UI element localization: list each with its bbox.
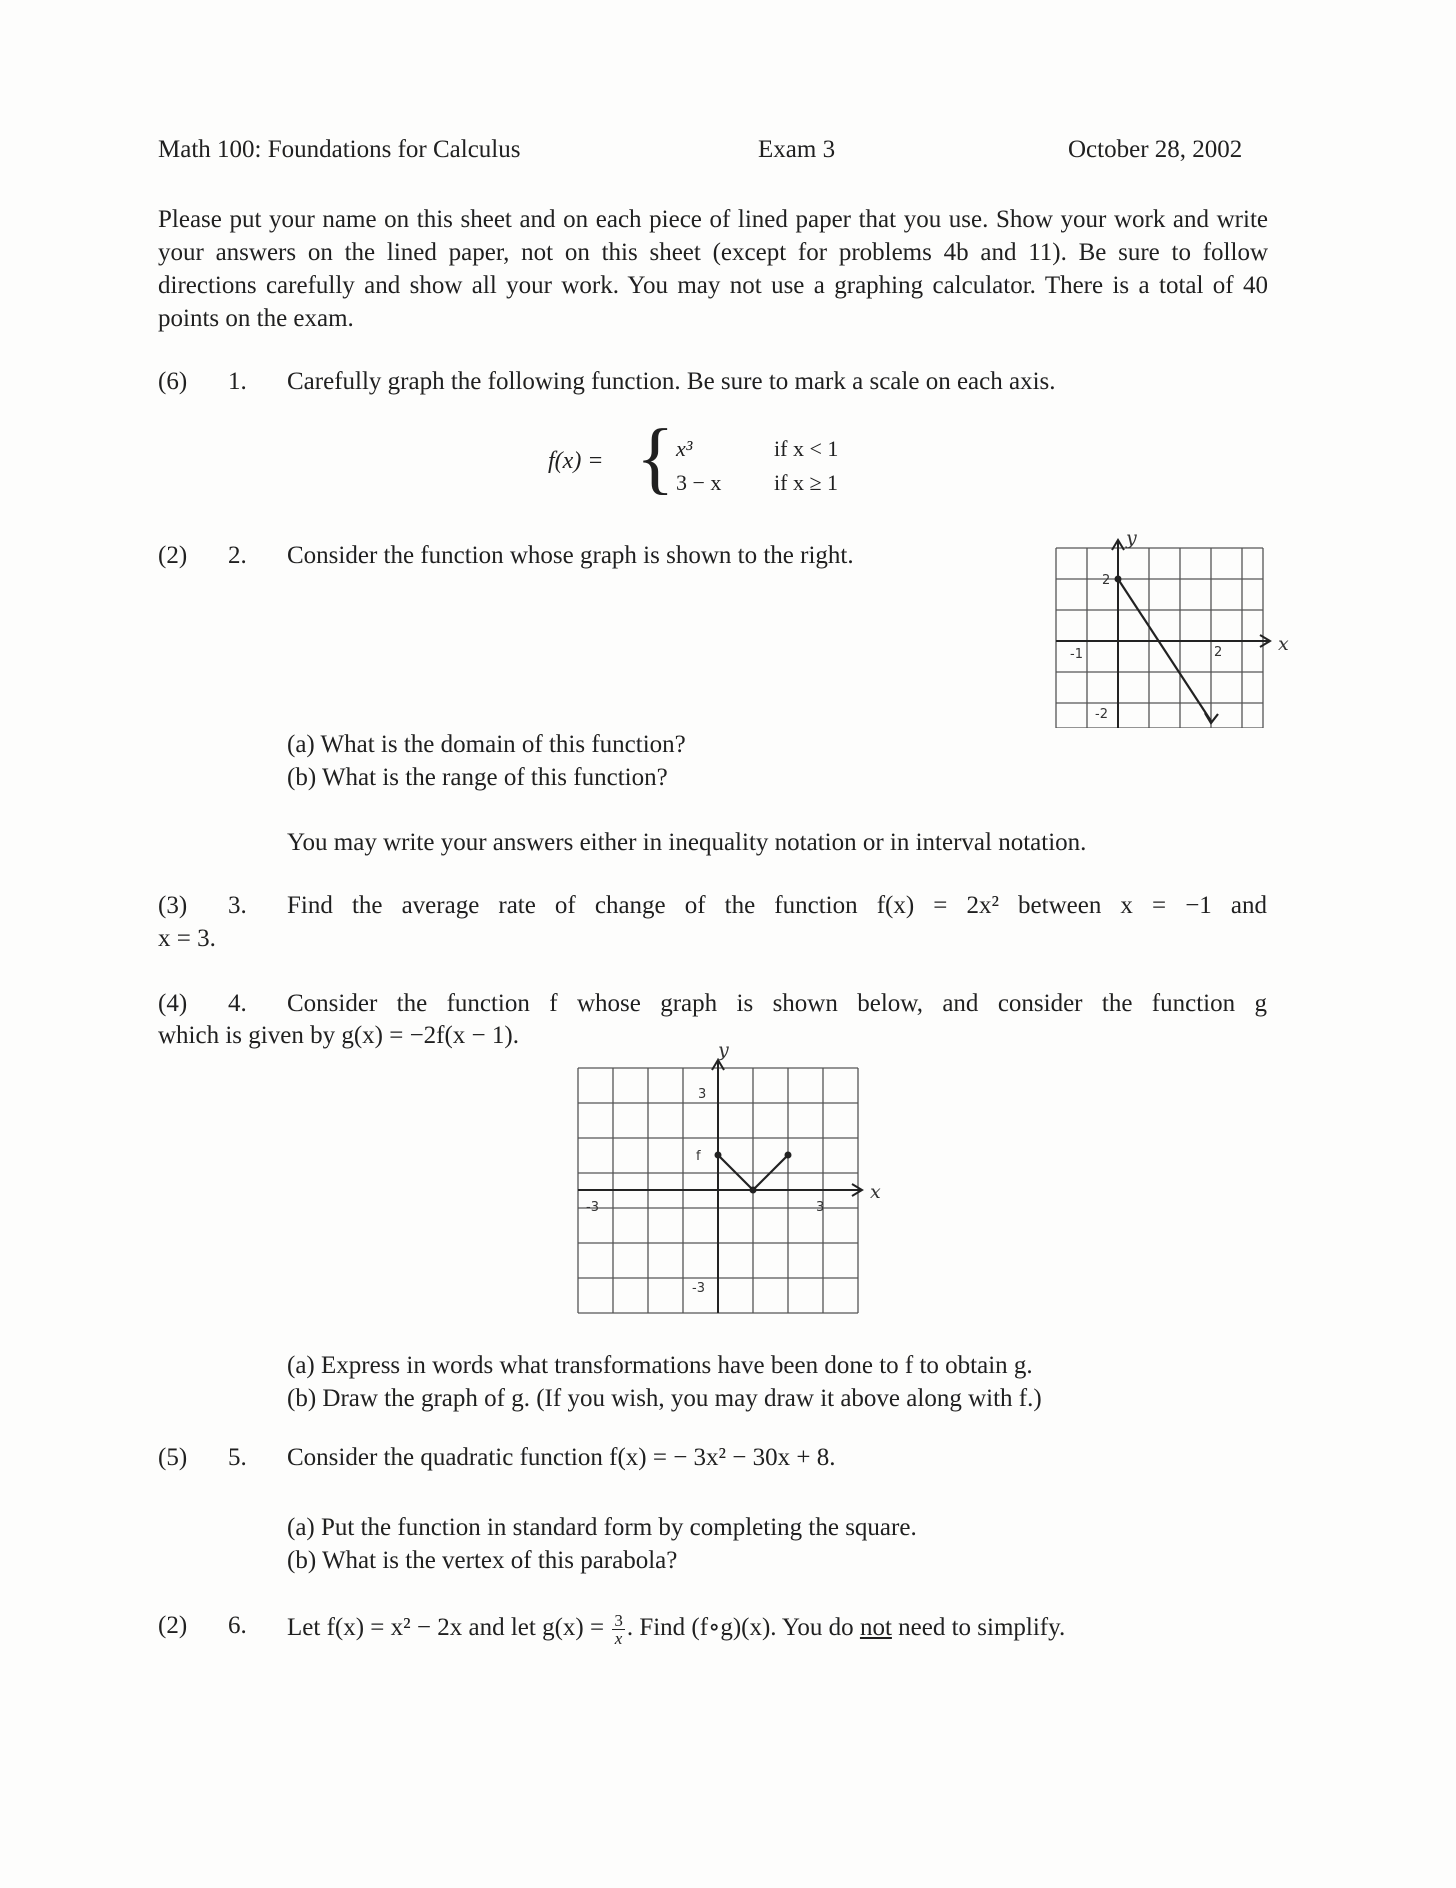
problem-2-points: (2) <box>158 542 188 569</box>
exam-title: Exam 3 <box>758 136 836 163</box>
problem-1-number: 1. <box>228 368 247 395</box>
problem-6-points: (2) <box>158 1612 188 1639</box>
problem-4-text: Consider the function f whose graph is shown below, and consider the function g <box>287 990 1267 1017</box>
problem-4-part-a: (a) Express in words what transformations have been done to f to obtain g. <box>287 1352 1033 1379</box>
problem-6-frac-denominator: x <box>614 1629 623 1648</box>
piecewise-case2-cond: if x ≥ 1 <box>774 470 839 495</box>
problem-4-f-point-left <box>715 1152 722 1159</box>
problem-2-tick-y-bottom: -2 <box>1095 707 1108 722</box>
problem-4-text-cont: which is given by g(x) = −2f(x − 1). <box>158 1022 519 1049</box>
problem-4-f-point-right <box>785 1152 792 1159</box>
problem-3-text: Find the average rate of change of the function f(x) = 2x² between x = −1 and <box>287 892 1267 919</box>
problem-2-y-label: y <box>1126 528 1137 549</box>
problem-5-number: 5. <box>228 1444 247 1471</box>
problem-2-x-axis <box>1056 635 1270 647</box>
problem-6-frac-numerator: 3 <box>614 1611 623 1630</box>
problem-2-grid <box>1056 548 1263 728</box>
problem-4-x-label: x <box>870 1181 881 1203</box>
piecewise-case2-expr: 3 − x <box>676 470 722 495</box>
problem-1-text: Carefully graph the following function. Be sure to mark a scale on each axis. <box>287 368 1056 395</box>
piecewise-lhs: f(x) = <box>548 448 604 474</box>
problem-4-tick-x-right: 3 <box>816 1200 825 1215</box>
problem-4-graph <box>572 1038 892 1316</box>
problem-4-tick-y-top: 3 <box>698 1087 707 1102</box>
problem-6-fraction <box>612 1612 625 1647</box>
problem-2-number: 2. <box>228 542 247 569</box>
problem-2-part-b: (b) What is the range of this function? <box>287 764 668 791</box>
problem-2-y-axis <box>1112 540 1124 728</box>
piecewise-brace: { <box>636 414 675 502</box>
exam-date: October 28, 2002 <box>1068 136 1243 163</box>
problem-4-tick-x-left: -3 <box>586 1200 599 1215</box>
problem-6-text-post: need to simplify. <box>898 1614 1066 1642</box>
problem-4-number: 4. <box>228 990 247 1017</box>
problem-2-line <box>1118 579 1211 721</box>
problem-1-points: (6) <box>158 368 188 395</box>
problem-4-part-b: (b) Draw the graph of g. (If you wish, you may draw it above along with f.) <box>287 1385 1042 1412</box>
problem-3-number: 3. <box>228 892 247 919</box>
problem-6-text-mid: . Find (f∘g)(x). You do <box>626 1614 854 1642</box>
problem-2-text: Consider the function whose graph is shown to the right. <box>287 542 854 569</box>
problem-2-tick-x-right: 2 <box>1214 645 1223 660</box>
problem-6-text <box>287 1612 1065 1647</box>
problem-4-y-axis <box>712 1060 724 1313</box>
problem-3-points: (3) <box>158 892 188 919</box>
piecewise-case1-expr: x³ <box>676 436 693 461</box>
problem-5-part-b: (b) What is the vertex of this parabola? <box>287 1547 678 1574</box>
problem-6-text-pre: Let f(x) = x² − 2x and let g(x) = <box>287 1614 605 1642</box>
problem-5-text: Consider the quadratic function f(x) = − 3x² − 30x + 8. <box>287 1444 836 1471</box>
problem-2-part-a: (a) What is the domain of this function? <box>287 731 686 758</box>
problem-5-points: (5) <box>158 1444 188 1471</box>
problem-4-f-label: f <box>696 1149 701 1164</box>
problem-4-points: (4) <box>158 990 188 1017</box>
problem-2-start-point <box>1115 576 1122 583</box>
problem-4-y-label: y <box>718 1039 729 1061</box>
problem-2-graph <box>1048 528 1298 728</box>
problem-5-part-a: (a) Put the function in standard form by completing the square. <box>287 1514 917 1541</box>
problem-3-text-cont: x = 3. <box>158 925 216 952</box>
problem-4-x-axis <box>578 1184 862 1196</box>
problem-6-underlined-not: not <box>859 1614 892 1642</box>
problem-4-tick-y-bottom: -3 <box>692 1281 705 1296</box>
problem-2-tick-x-left: -1 <box>1070 647 1083 662</box>
instructions: Please put your name on this sheet and on each piece of lined paper that you use. Show your work and write your answers on the lined paper, not on this sheet (except for problems 4b and 11). Be sure to follow directions carefully and show all your work. You may not use a graphing calculator. There is a total of 40 points on the exam. <box>158 206 1268 332</box>
problem-2-note: You may write your answers either in inequality notation or in interval notation. <box>287 829 1087 856</box>
piecewise-case1-cond: if x < 1 <box>774 436 839 461</box>
problem-4-f-point-vertex <box>750 1187 757 1194</box>
problem-6-number: 6. <box>228 1612 247 1639</box>
problem-2-tick-y-top: 2 <box>1102 573 1111 588</box>
problem-2-x-label: x <box>1278 633 1289 655</box>
course-title: Math 100: Foundations for Calculus <box>158 136 521 163</box>
